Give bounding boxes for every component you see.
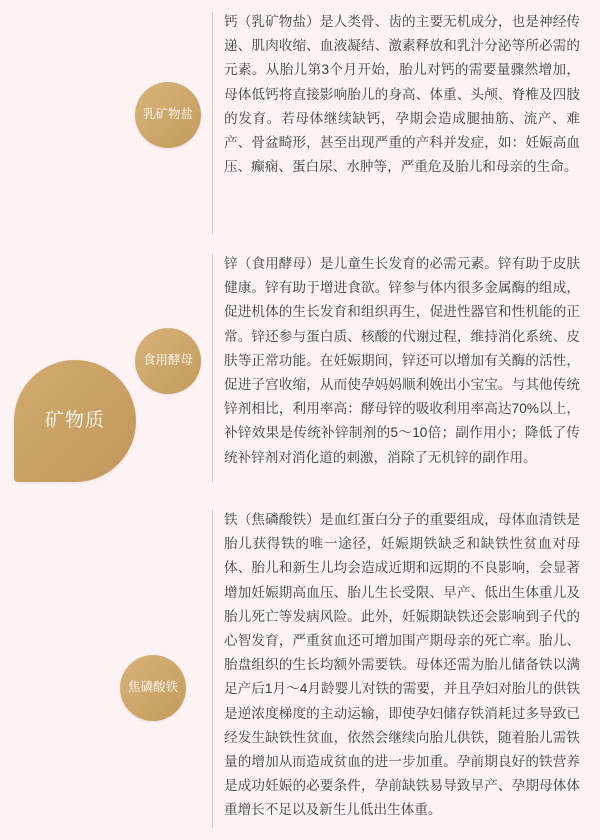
description-milk-mineral-salt: 钙（乳矿物盐）是人类骨、齿的主要无机成分，也是神经传递、肌肉收缩、血液凝结、激素释放和乳汁分泌等所必需的元素。从胎儿第3个月开始，胎儿对钙的需要量骤然增加，母体低钙将直接影响胎儿的身高、体重、头颅、脊椎及四肢的发育。若母体继续缺钙，孕期会造成腿抽筋、流产、难产、骨盆畸形，甚至出现严重的产科并发症，如：妊娠高血压、癫痫、蛋白尿、水肿等，严重危及胎儿和母亲的生命。: [224, 14, 580, 175]
section-divider: [212, 12, 213, 234]
node-label: 乳矿物盐: [142, 107, 193, 122]
description-edible-yeast: 锌（食用酵母）是儿童生长发育的必需元素。锌有助于皮肤健康。锌有助于增进食欲。锌参与体内很多金属酶的组成，促进机体的生长发育和组织再生，促进性器官和性机能的正常。锌还参与蛋白质、核酸的代谢过程，维持消化系统、皮肤等正常功能。在妊娠期间，锌还可以增加有关酶的活性，促进子宫收缩，从而使孕妈妈顺利娩出小宝宝。与其他传统锌剂相比，利用率高：酵母锌的吸收利用率高达70%以上，补锌效果是传统补锌制剂的5～10倍；副作用小；降低了传统补锌剂对消化道的刺激，消除了无机锌的副作用。: [224, 256, 580, 465]
node-edible-yeast: [135, 328, 201, 394]
node-label: 食用酵母: [142, 353, 193, 368]
node-milk-mineral-salt: [135, 82, 201, 148]
root-node-label: 矿物质: [44, 409, 105, 431]
description-ferric-pyrophosphate: 铁（焦磷酸铁）是血红蛋白分子的重要组成，母体血清铁是胎儿获得铁的唯一途径，妊娠期铁缺乏和缺铁性贫血对母体、胎儿和新生儿均会造成近期和远期的不良影响，会显著增加妊娠期高血压、胎儿生长受限、早产、低出生体重儿及胎儿死亡等发病风险。此外，妊娠期缺铁还会影响到子代的心智发育，严重贫血还可增加围产期母亲的死亡率。胎儿、胎盘组织的生长均额外需要铁。母体还需为胎儿储备铁以满足产后1月～4月龄婴儿对铁的需要，并且孕妇对胎儿的供铁是逆浓度梯度的主动运输，即使孕妇储存铁消耗过多导致已经发生缺铁性贫血，依然会继续向胎儿供铁，随着胎儿需铁量的增加从而造成贫血的进一步加重。孕前期良好的铁营养是成功妊娠的必要条件，孕前缺铁易导致早产、孕期母体体重增长不足以及新生儿低出生体重。: [224, 512, 580, 818]
root-node-minerals: [14, 360, 136, 482]
section-divider: [212, 510, 213, 828]
node-label: 焦磷酸铁: [127, 680, 178, 695]
section-divider: [212, 254, 213, 482]
node-ferric-pyrophosphate: [120, 655, 186, 721]
